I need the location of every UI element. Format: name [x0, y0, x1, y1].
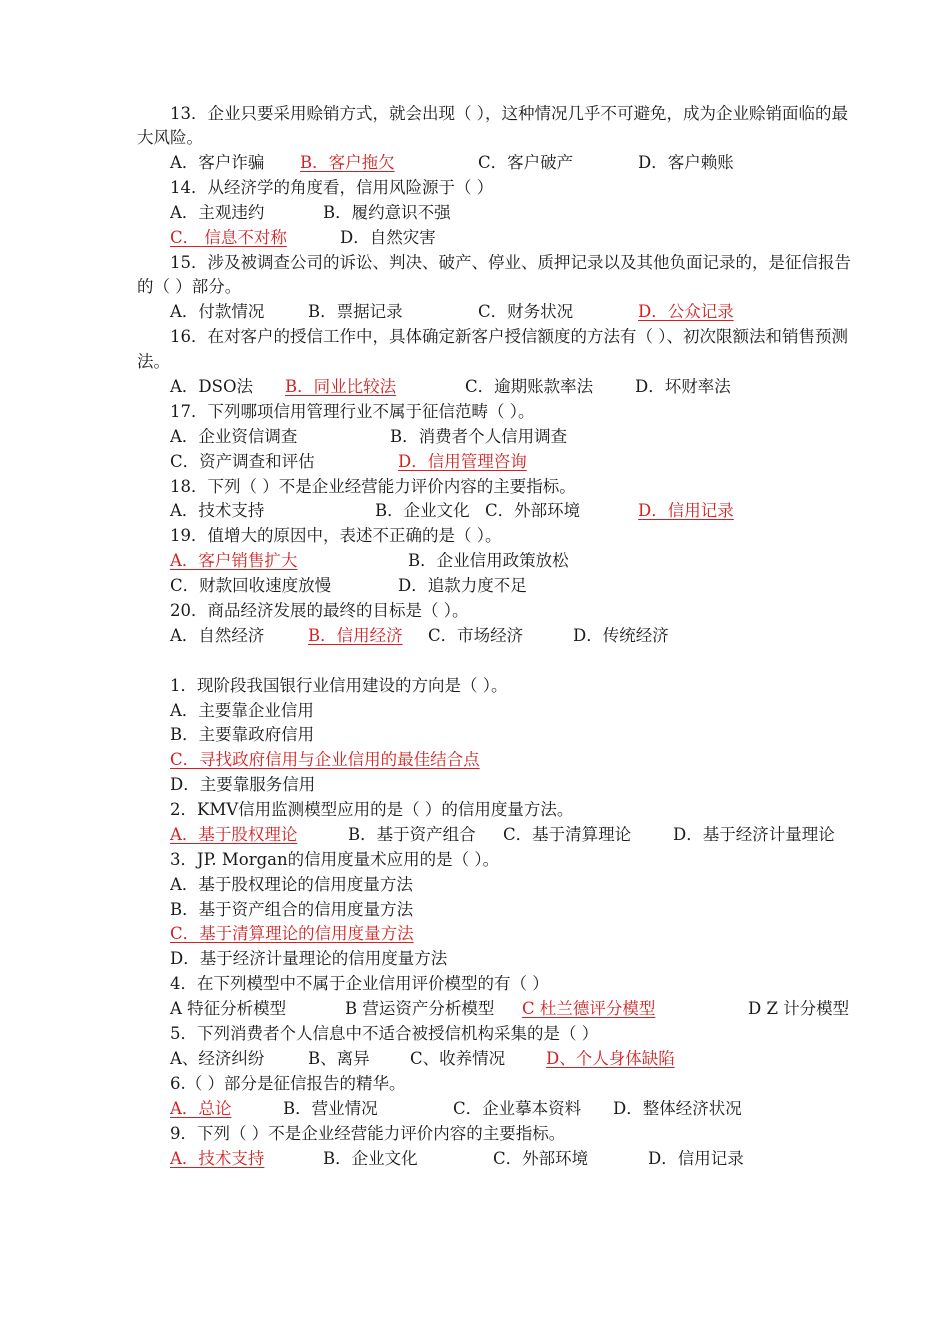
option-a: A．客户诈骗 [170, 153, 265, 172]
option-b: B．营业情况 [283, 1099, 378, 1118]
question-18-stem: 18．下列（ ）不是企业经营能力评价内容的主要指标。 [170, 477, 576, 496]
option-a: A．主观违约 [170, 203, 265, 222]
option-c: C．基于清算理论 [503, 825, 632, 844]
option-d: D．自然灾害 [340, 228, 436, 247]
option-a: A．付款情况 [170, 302, 265, 321]
option-c: C．客户破产 [478, 153, 574, 172]
question-9-stem: 9．下列（ ）不是企业经营能力评价内容的主要指标。 [170, 1124, 566, 1143]
option-b: B、离异 [308, 1049, 370, 1068]
option-a-answer: A．基于股权理论 [170, 825, 298, 844]
question-20-stem: 20．商品经济发展的最终的目标是（ ）。 [170, 601, 469, 620]
option-b: B．企业文化 [375, 501, 470, 520]
question-1-option-a: A．主要靠企业信用 [170, 701, 314, 720]
option-b: B．企业信用政策放松 [408, 551, 569, 570]
question-1-stem: 1．现阶段我国银行业信用建设的方向是（ ）。 [170, 676, 508, 695]
option-c: C．外部环境 [485, 501, 581, 520]
option-d: D．追款力度不足 [398, 576, 527, 595]
option-d-answer: D．公众记录 [638, 302, 734, 321]
option-a: A 特征分析模型 [170, 999, 287, 1018]
option-c-answer: C． 信息不对称 [170, 228, 287, 247]
option-b: B．票据记录 [308, 302, 403, 321]
option-b-answer: B．信用经济 [308, 626, 403, 645]
option-b: B．履约意识不强 [323, 203, 451, 222]
option-c-answer: C 杜兰德评分模型 [522, 999, 656, 1018]
option-d: D．客户赖账 [638, 153, 734, 172]
option-c: C、收养情况 [410, 1049, 506, 1068]
question-6-stem: 6.（ ）部分是征信报告的精华。 [170, 1074, 406, 1093]
option-a-answer: A．技术支持 [170, 1149, 265, 1168]
option-d: D．传统经济 [573, 626, 669, 645]
option-a: A．技术支持 [170, 501, 265, 520]
option-d: D Z 计分模型 [748, 999, 850, 1018]
question-1-option-b: B．主要靠政府信用 [170, 725, 315, 744]
option-a: A．企业资信调查 [170, 427, 298, 446]
option-d-answer: D．信用记录 [638, 501, 734, 520]
question-2-stem: 2．KMV信用监测模型应用的是（ ）的信用度量方法。 [170, 800, 574, 819]
question-3-option-d: D．基于经济计量理论的信用度量方法 [170, 949, 448, 968]
question-17-stem: 17．下列哪项信用管理行业不属于征信范畴（ ）。 [170, 402, 535, 421]
question-3-option-c-answer: C．基于清算理论的信用度量方法 [170, 924, 414, 943]
option-c: C．财款回收速度放慢 [170, 576, 332, 595]
question-19-stem: 19．值增大的原因中，表述不正确的是（ ）。 [170, 526, 502, 545]
question-13-stem-cont: 大风险。 [137, 128, 203, 147]
option-c: C．资产调查和评估 [170, 452, 315, 471]
question-15-stem: 15．涉及被调查公司的诉讼、判决、破产、停业、质押记录以及其他负面记录的，是征信报告 [170, 253, 851, 272]
option-c: C．财务状况 [478, 302, 574, 321]
question-5-stem: 5．下列消费者个人信息中不适合被授信机构采集的是（ ） [170, 1024, 599, 1043]
option-a: A．自然经济 [170, 626, 265, 645]
option-b: B．消费者个人信用调查 [390, 427, 568, 446]
option-a-answer: A．客户销售扩大 [170, 551, 298, 570]
option-d: D．整体经济状况 [613, 1099, 742, 1118]
question-16-stem: 16．在对客户的授信工作中，具体确定新客户授信额度的方法有（ ）、初次限额法和销售预测 [170, 327, 848, 346]
option-d: D．坏财率法 [635, 377, 731, 396]
question-4-stem: 4．在下列模型中不属于企业信用评价模型的有（ ） [170, 974, 549, 993]
option-c: C．外部环境 [493, 1149, 589, 1168]
option-b: B 营运资产分析模型 [345, 999, 495, 1018]
option-b: B．基于资产组合 [348, 825, 476, 844]
question-1-option-d: D．主要靠服务信用 [170, 775, 316, 794]
option-b-answer: B．同业比较法 [285, 377, 397, 396]
question-1-option-c-answer: C．寻找政府信用与企业信用的最佳结合点 [170, 750, 480, 769]
question-3-stem: 3．JP. Morgan的信用度量术应用的是（ ）。 [170, 850, 500, 869]
option-b-answer: B．客户拖欠 [300, 153, 395, 172]
option-c: C．市场经济 [428, 626, 524, 645]
option-d-answer: D．信用管理咨询 [398, 452, 527, 471]
option-a-answer: A．总论 [170, 1099, 232, 1118]
option-d: D．信用记录 [648, 1149, 744, 1168]
option-c: C．企业摹本资料 [453, 1099, 582, 1118]
option-c: C．逾期账款率法 [465, 377, 594, 396]
question-16-stem-cont: 法。 [137, 352, 170, 371]
question-3-option-b: B．基于资产组合的信用度量方法 [170, 900, 414, 919]
option-b: B．企业文化 [323, 1149, 418, 1168]
option-a: A、经济纠纷 [170, 1049, 265, 1068]
question-15-stem-cont: 的（ ）部分。 [137, 277, 242, 296]
option-a: A．DSO法 [170, 377, 253, 396]
question-13-stem: 13．企业只要采用赊销方式，就会出现（ ），这种情况几乎不可避免，成为企业赊销面临的最 [170, 104, 848, 123]
question-14-stem: 14．从经济学的角度看，信用风险源于（ ） [170, 178, 494, 197]
question-3-option-a: A．基于股权理论的信用度量方法 [170, 875, 413, 894]
option-d: D．基于经济计量理论 [673, 825, 835, 844]
option-d-answer: D、个人身体缺陷 [546, 1049, 675, 1068]
